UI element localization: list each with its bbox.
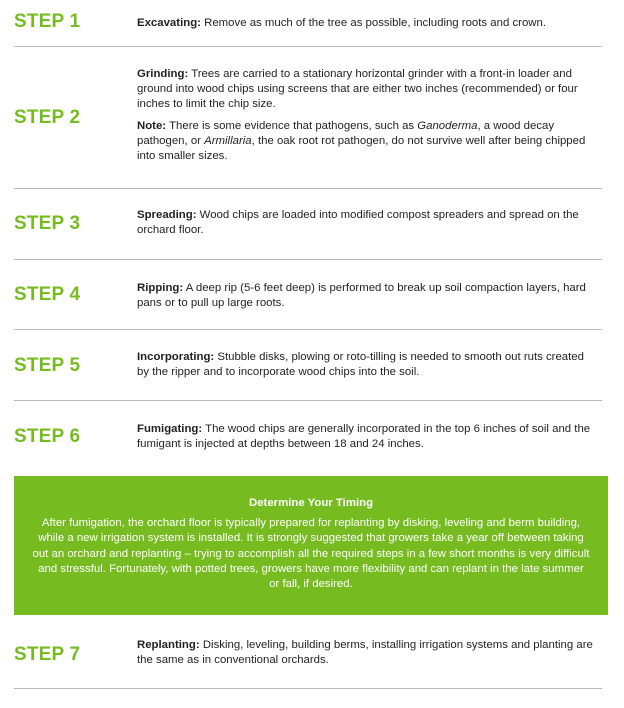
step-1-description (137, 16, 597, 31)
step-3-text: Wood chips are loaded into modified compost spreaders and spread on the orchard floor. (137, 209, 579, 236)
step-5-text: Stubble disks, plowing or roto-tilling is needed to smooth out ruts created by the ripper and to incorporate wood chips into the soil. (137, 351, 584, 378)
step-3-description (137, 208, 597, 238)
step-2-term: Grinding: (137, 68, 189, 80)
divider (14, 400, 602, 401)
step-6-label: STEP 6 (14, 426, 81, 447)
step-5-label: STEP 5 (14, 355, 81, 376)
divider (14, 259, 602, 260)
step-4-description (137, 281, 597, 311)
ganoderma-term: Ganoderma (417, 120, 478, 132)
timing-body: After fumigation, the orchard floor is typically prepared for replanting by disking, leveling and berm building, while a new irrigation system is installed. It is strongly suggested that growers take a year off between taking out an orchard and replanting – trying to accomplish all the required steps in a few short months is very difficult and stressful. Fortunately, with potted trees, growers have more flexibility and can replant in the late summer or fall, if desired. (32, 517, 590, 591)
step-6-term: Fumigating: (137, 423, 203, 435)
timing-callout (14, 476, 608, 615)
step-4-term: Ripping: (137, 282, 184, 294)
divider (14, 329, 602, 330)
divider (14, 688, 602, 689)
step-1-term: Excavating: (137, 17, 201, 29)
step-3-label: STEP 3 (14, 213, 81, 234)
step-2-note: Note: There is some evidence that pathogens, such as Ganoderma, a wood decay pathogen, or Armillaria, the oak root rot pathogen, do not survive well after being chipped into smaller sizes. (137, 120, 586, 162)
step-1-text: Remove as much of the tree as possible, including roots and crown. (200, 17, 547, 29)
step-3-term: Spreading: (137, 209, 197, 221)
divider (14, 46, 602, 47)
armillaria-term: Armillaria (204, 135, 252, 147)
step-5-description (137, 350, 597, 380)
note-term: Note: (137, 120, 167, 132)
step-4-label: STEP 4 (14, 284, 81, 305)
step-1-label: STEP 1 (14, 11, 81, 32)
step-2-text: Trees are carried to a stationary horizontal grinder with a front-in loader and ground into wood chips using screens that are either two inches (recommended) or four inches to limit the chip size. (137, 68, 578, 110)
step-7-label: STEP 7 (14, 644, 81, 665)
step-6-text: The wood chips are generally incorporated in the top 6 inches of soil and the fumigant is injected at depths between 18 and 24 inches. (137, 423, 591, 450)
step-7-text: Disking, leveling, building berms, installing irrigation systems and planting are the same as in conventional orchards. (137, 639, 593, 666)
step-7-term: Replanting: (137, 639, 200, 651)
step-7-description (137, 638, 597, 668)
step-5-term: Incorporating: (137, 351, 215, 363)
step-6-description (137, 422, 597, 452)
step-2-description (137, 67, 597, 164)
step-2-label: STEP 2 (14, 107, 81, 128)
step-4-text: A deep rip (5-6 feet deep) is performed to break up soil compaction layers, hard pans or to pull up large roots. (137, 282, 586, 309)
timing-title: Determine Your Timing (248, 497, 374, 509)
divider (14, 188, 602, 189)
